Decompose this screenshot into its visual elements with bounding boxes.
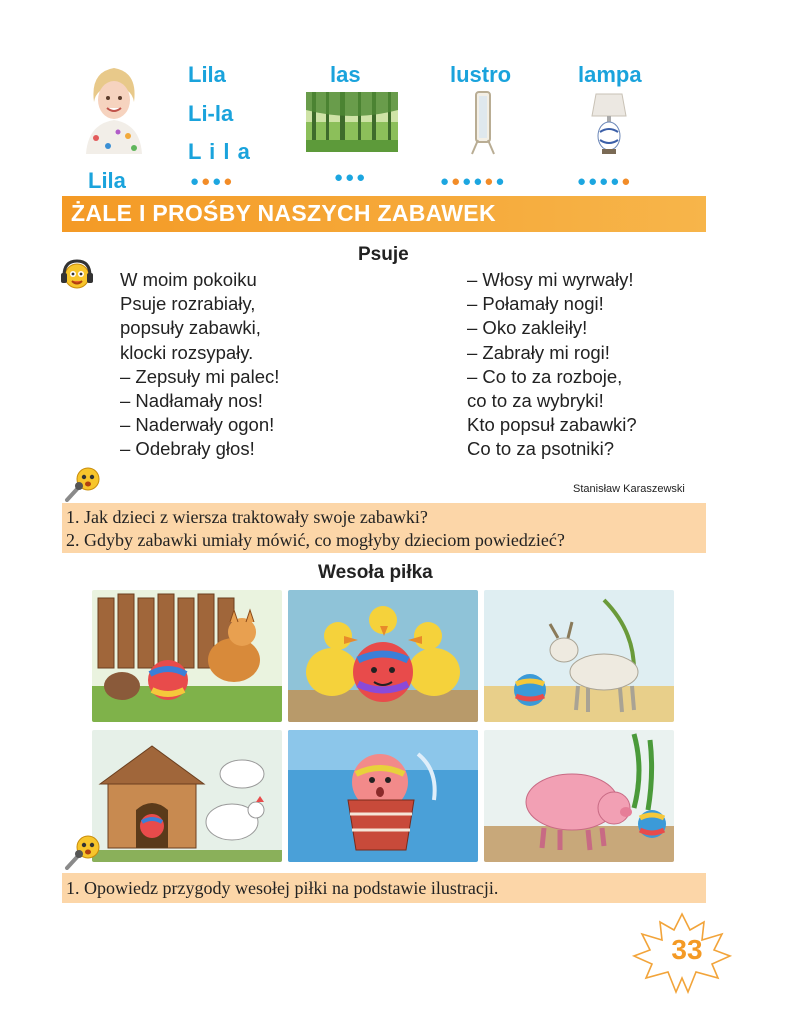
poem-line: – Naderwały ogon! bbox=[120, 414, 275, 436]
syllable-word-1: Lila bbox=[188, 62, 226, 87]
girl-photo bbox=[80, 62, 148, 154]
section-title: ŻALE I PROŚBY NASZYCH ZABAWEK bbox=[71, 200, 496, 226]
poem-line: klocki rozsypały. bbox=[120, 341, 254, 363]
poem-title: Psuje bbox=[358, 244, 409, 265]
task-box bbox=[62, 873, 706, 903]
poem-line: – Zepsuły mi palec! bbox=[120, 365, 280, 387]
questions-box bbox=[62, 503, 706, 553]
poem-line: Psuje rozrabiały, bbox=[120, 293, 256, 315]
illustration-pig bbox=[484, 730, 674, 862]
syllable-dots-1: ●●●● bbox=[190, 173, 235, 190]
question-2: 2. Gdyby zabawki umiały mówić, co mogłyby dzieciom powiedzieć? bbox=[66, 530, 565, 550]
lamp-image bbox=[590, 90, 628, 156]
syllable-word-3: L i l a bbox=[188, 139, 251, 164]
poem-line: – Oko zakleiły! bbox=[467, 317, 588, 339]
poem-line: W moim pokoiku bbox=[120, 269, 257, 290]
forest-image bbox=[306, 92, 398, 152]
story-title: Wesoła piłka bbox=[318, 562, 433, 583]
page-number: 33 bbox=[671, 934, 703, 965]
syllable-dots-4: ●●●●● bbox=[577, 173, 633, 190]
illustration-dog-cat bbox=[92, 590, 282, 722]
poem-line: – Zabrały mi rogi! bbox=[467, 341, 610, 363]
poem-right-column bbox=[467, 268, 637, 462]
poem-left-column bbox=[120, 268, 279, 462]
word-lampa: lampa bbox=[578, 62, 642, 87]
mirror-image bbox=[468, 90, 498, 156]
poem-author: Stanisław Karaszewski bbox=[573, 483, 685, 495]
poem-line: popsuły zabawki, bbox=[120, 317, 261, 339]
girl-name: Lila bbox=[88, 168, 126, 193]
poem-line: – Nadłamały nos! bbox=[120, 390, 263, 412]
poem-line: co to za wybryki! bbox=[467, 390, 604, 412]
illustration-hens-doghouse bbox=[92, 730, 282, 862]
word-las: las bbox=[330, 62, 361, 87]
illustration-goat bbox=[484, 590, 674, 722]
poem-line: – Odebrały głos! bbox=[120, 438, 255, 460]
poem-line: – Włosy mi wyrwały! bbox=[467, 269, 634, 290]
syllable-word-2: Li-la bbox=[188, 101, 234, 126]
word-lustro: lustro bbox=[450, 62, 512, 87]
task-1: 1. Opowiedz przygody wesołej piłki na podstawie ilustracji. bbox=[66, 878, 499, 898]
microphone-emoji-icon bbox=[64, 834, 102, 870]
section-banner bbox=[62, 196, 706, 232]
illustration-ducks bbox=[288, 590, 478, 722]
headphones-emoji-icon bbox=[60, 258, 94, 292]
microphone-emoji-icon bbox=[64, 466, 102, 502]
illustration-ball-bucket bbox=[288, 730, 478, 862]
poem-line: Kto popsuł zabawki? bbox=[467, 414, 637, 436]
poem-line: – Co to za rozboje, bbox=[467, 365, 623, 387]
poem-line: Co to za psotniki? bbox=[467, 438, 615, 460]
syllable-dots-3: ●●●●●● bbox=[440, 173, 507, 190]
poem-line: – Połamały nogi! bbox=[467, 293, 604, 315]
syllable-dots-2: ●●● bbox=[334, 169, 368, 186]
question-1: 1. Jak dzieci z wiersza traktowały swoje zabawki? bbox=[66, 507, 428, 527]
